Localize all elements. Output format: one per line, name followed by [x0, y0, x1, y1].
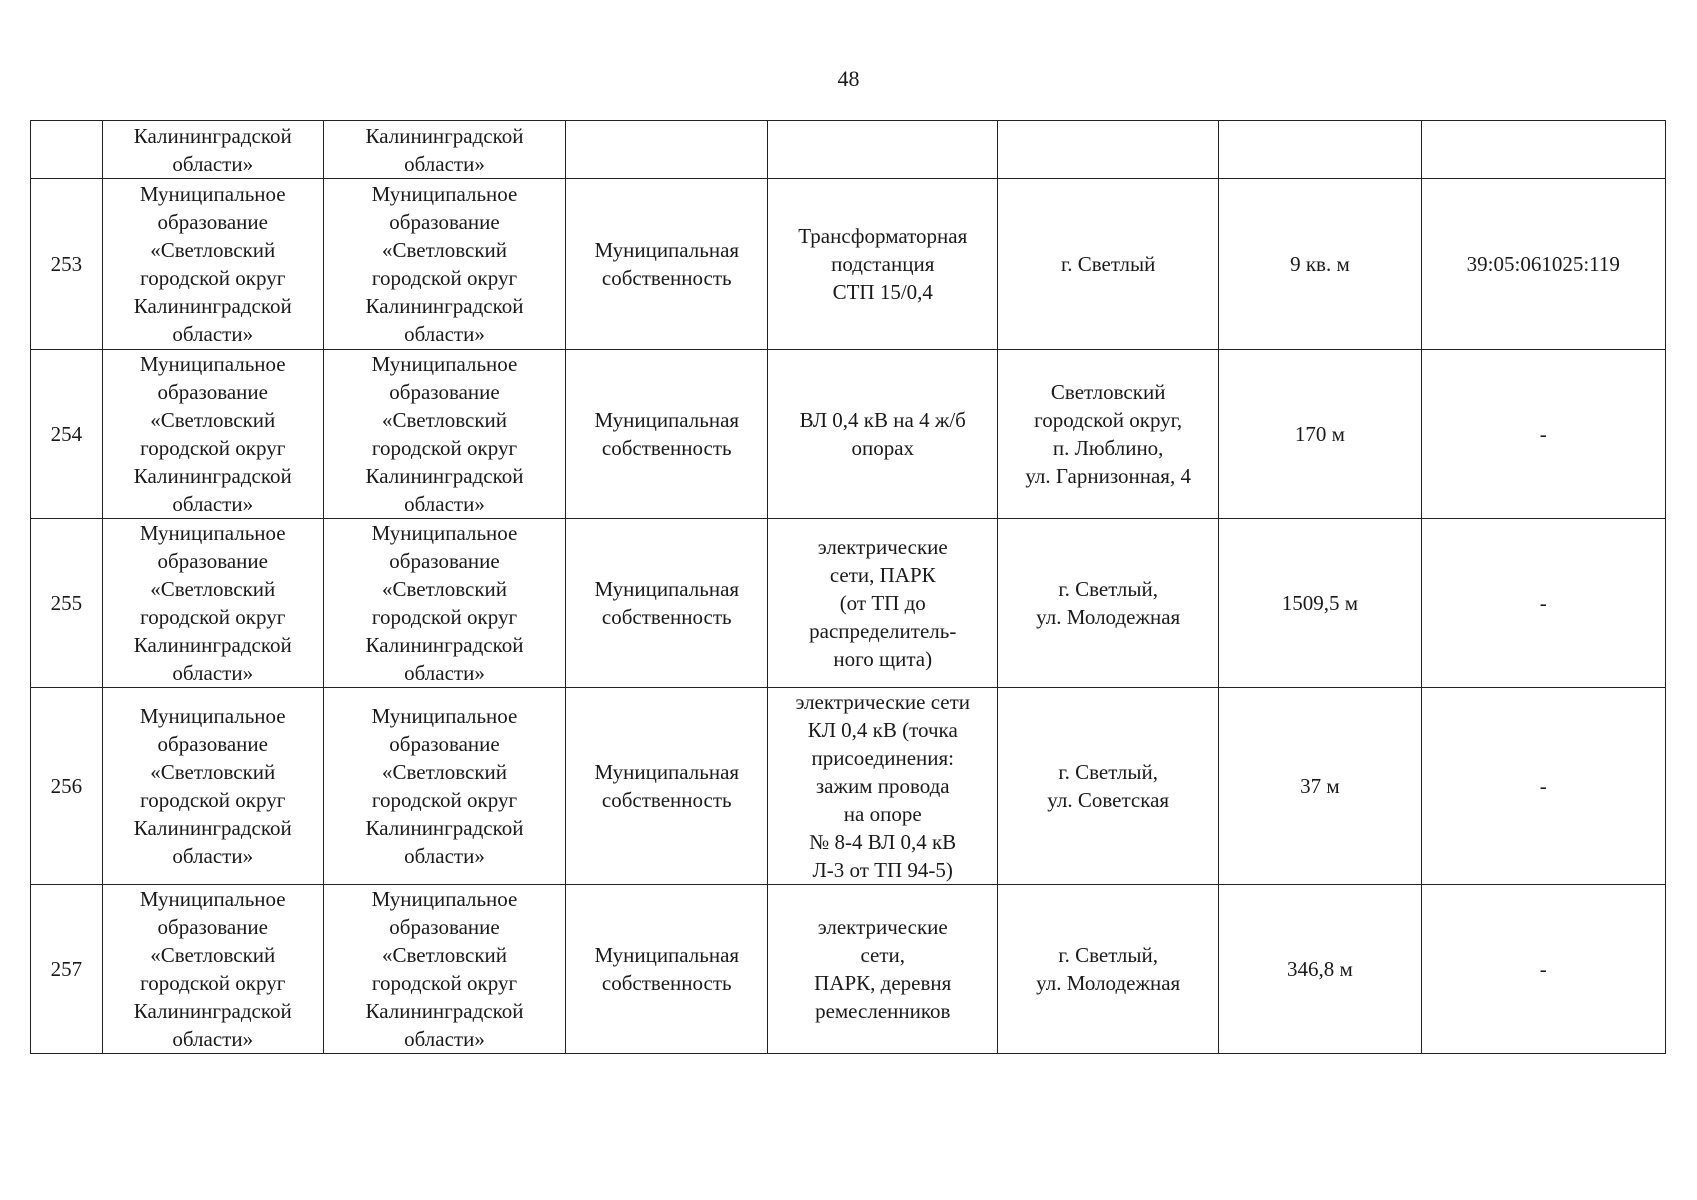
table-row [31, 350, 1666, 519]
holder-cell: Муниципальное образование «Светловский городской округ Калининградской области» [102, 519, 323, 688]
address-cell: Светловский городской округ, п. Люблино, ул. Гарнизонная, 4 [998, 350, 1219, 519]
row-number-cell: 253 [31, 179, 103, 350]
table-row [31, 688, 1666, 885]
row-number-cell: 256 [31, 688, 103, 885]
row-number-cell: 254 [31, 350, 103, 519]
holder-cell: Муниципальное образование «Светловский городской округ Калининградской области» [102, 350, 323, 519]
ownership-cell [566, 121, 768, 179]
object-cell: электрические сети, ПАРК (от ТП до распределитель- ного щита) [768, 519, 998, 688]
owner-cell: Калининградской области» [323, 121, 565, 179]
row-number-cell: 257 [31, 885, 103, 1054]
object-cell: электрические сети КЛ 0,4 кВ (точка присоединения: зажим провода на опоре № 8-4 ВЛ 0,4 кВ Л-3 от ТП 94-5) [768, 688, 998, 885]
table-row [31, 519, 1666, 688]
area-cell [1219, 121, 1421, 179]
address-cell [998, 121, 1219, 179]
owner-cell: Муниципальное образование «Светловский городской округ Калининградской области» [323, 350, 565, 519]
holder-cell: Калининградской области» [102, 121, 323, 179]
area-cell: 346,8 м [1219, 885, 1421, 1054]
ownership-cell: Муниципальная собственность [566, 350, 768, 519]
owner-cell: Муниципальное образование «Светловский городской округ Калининградской области» [323, 688, 565, 885]
holder-cell: Муниципальное образование «Светловский городской округ Калининградской области» [102, 885, 323, 1054]
table-row [31, 179, 1666, 350]
cadastral-cell [1421, 121, 1665, 179]
address-cell: г. Светлый, ул. Советская [998, 688, 1219, 885]
holder-cell: Муниципальное образование «Светловский городской округ Калининградской области» [102, 688, 323, 885]
holder-cell: Муниципальное образование «Светловский городской округ Калининградской области» [102, 179, 323, 350]
cadastral-cell: 39:05:061025:119 [1421, 179, 1665, 350]
ownership-cell: Муниципальная собственность [566, 519, 768, 688]
cadastral-cell: - [1421, 519, 1665, 688]
owner-cell: Муниципальное образование «Светловский городской округ Калининградской области» [323, 885, 565, 1054]
cadastral-cell: - [1421, 688, 1665, 885]
row-number-cell [31, 121, 103, 179]
cadastral-cell: - [1421, 350, 1665, 519]
object-cell: ВЛ 0,4 кВ на 4 ж/б опорах [768, 350, 998, 519]
object-cell: электрические сети, ПАРК, деревня ремесленников [768, 885, 998, 1054]
owner-cell: Муниципальное образование «Светловский городской округ Калининградской области» [323, 519, 565, 688]
area-cell: 37 м [1219, 688, 1421, 885]
area-cell: 9 кв. м [1219, 179, 1421, 350]
page-number: 48 [837, 66, 860, 91]
table-row [31, 121, 1666, 179]
property-table [30, 120, 1666, 1054]
table-row [31, 885, 1666, 1054]
cadastral-cell: - [1421, 885, 1665, 1054]
ownership-cell: Муниципальная собственность [566, 885, 768, 1054]
ownership-cell: Муниципальная собственность [566, 688, 768, 885]
row-number-cell: 255 [31, 519, 103, 688]
address-cell: г. Светлый [998, 179, 1219, 350]
ownership-cell: Муниципальная собственность [566, 179, 768, 350]
area-cell: 1509,5 м [1219, 519, 1421, 688]
area-cell: 170 м [1219, 350, 1421, 519]
owner-cell: Муниципальное образование «Светловский городской округ Калининградской области» [323, 179, 565, 350]
address-cell: г. Светлый, ул. Молодежная [998, 885, 1219, 1054]
address-cell: г. Светлый, ул. Молодежная [998, 519, 1219, 688]
object-cell [768, 121, 998, 179]
object-cell: Трансформаторная подстанция СТП 15/0,4 [768, 179, 998, 350]
